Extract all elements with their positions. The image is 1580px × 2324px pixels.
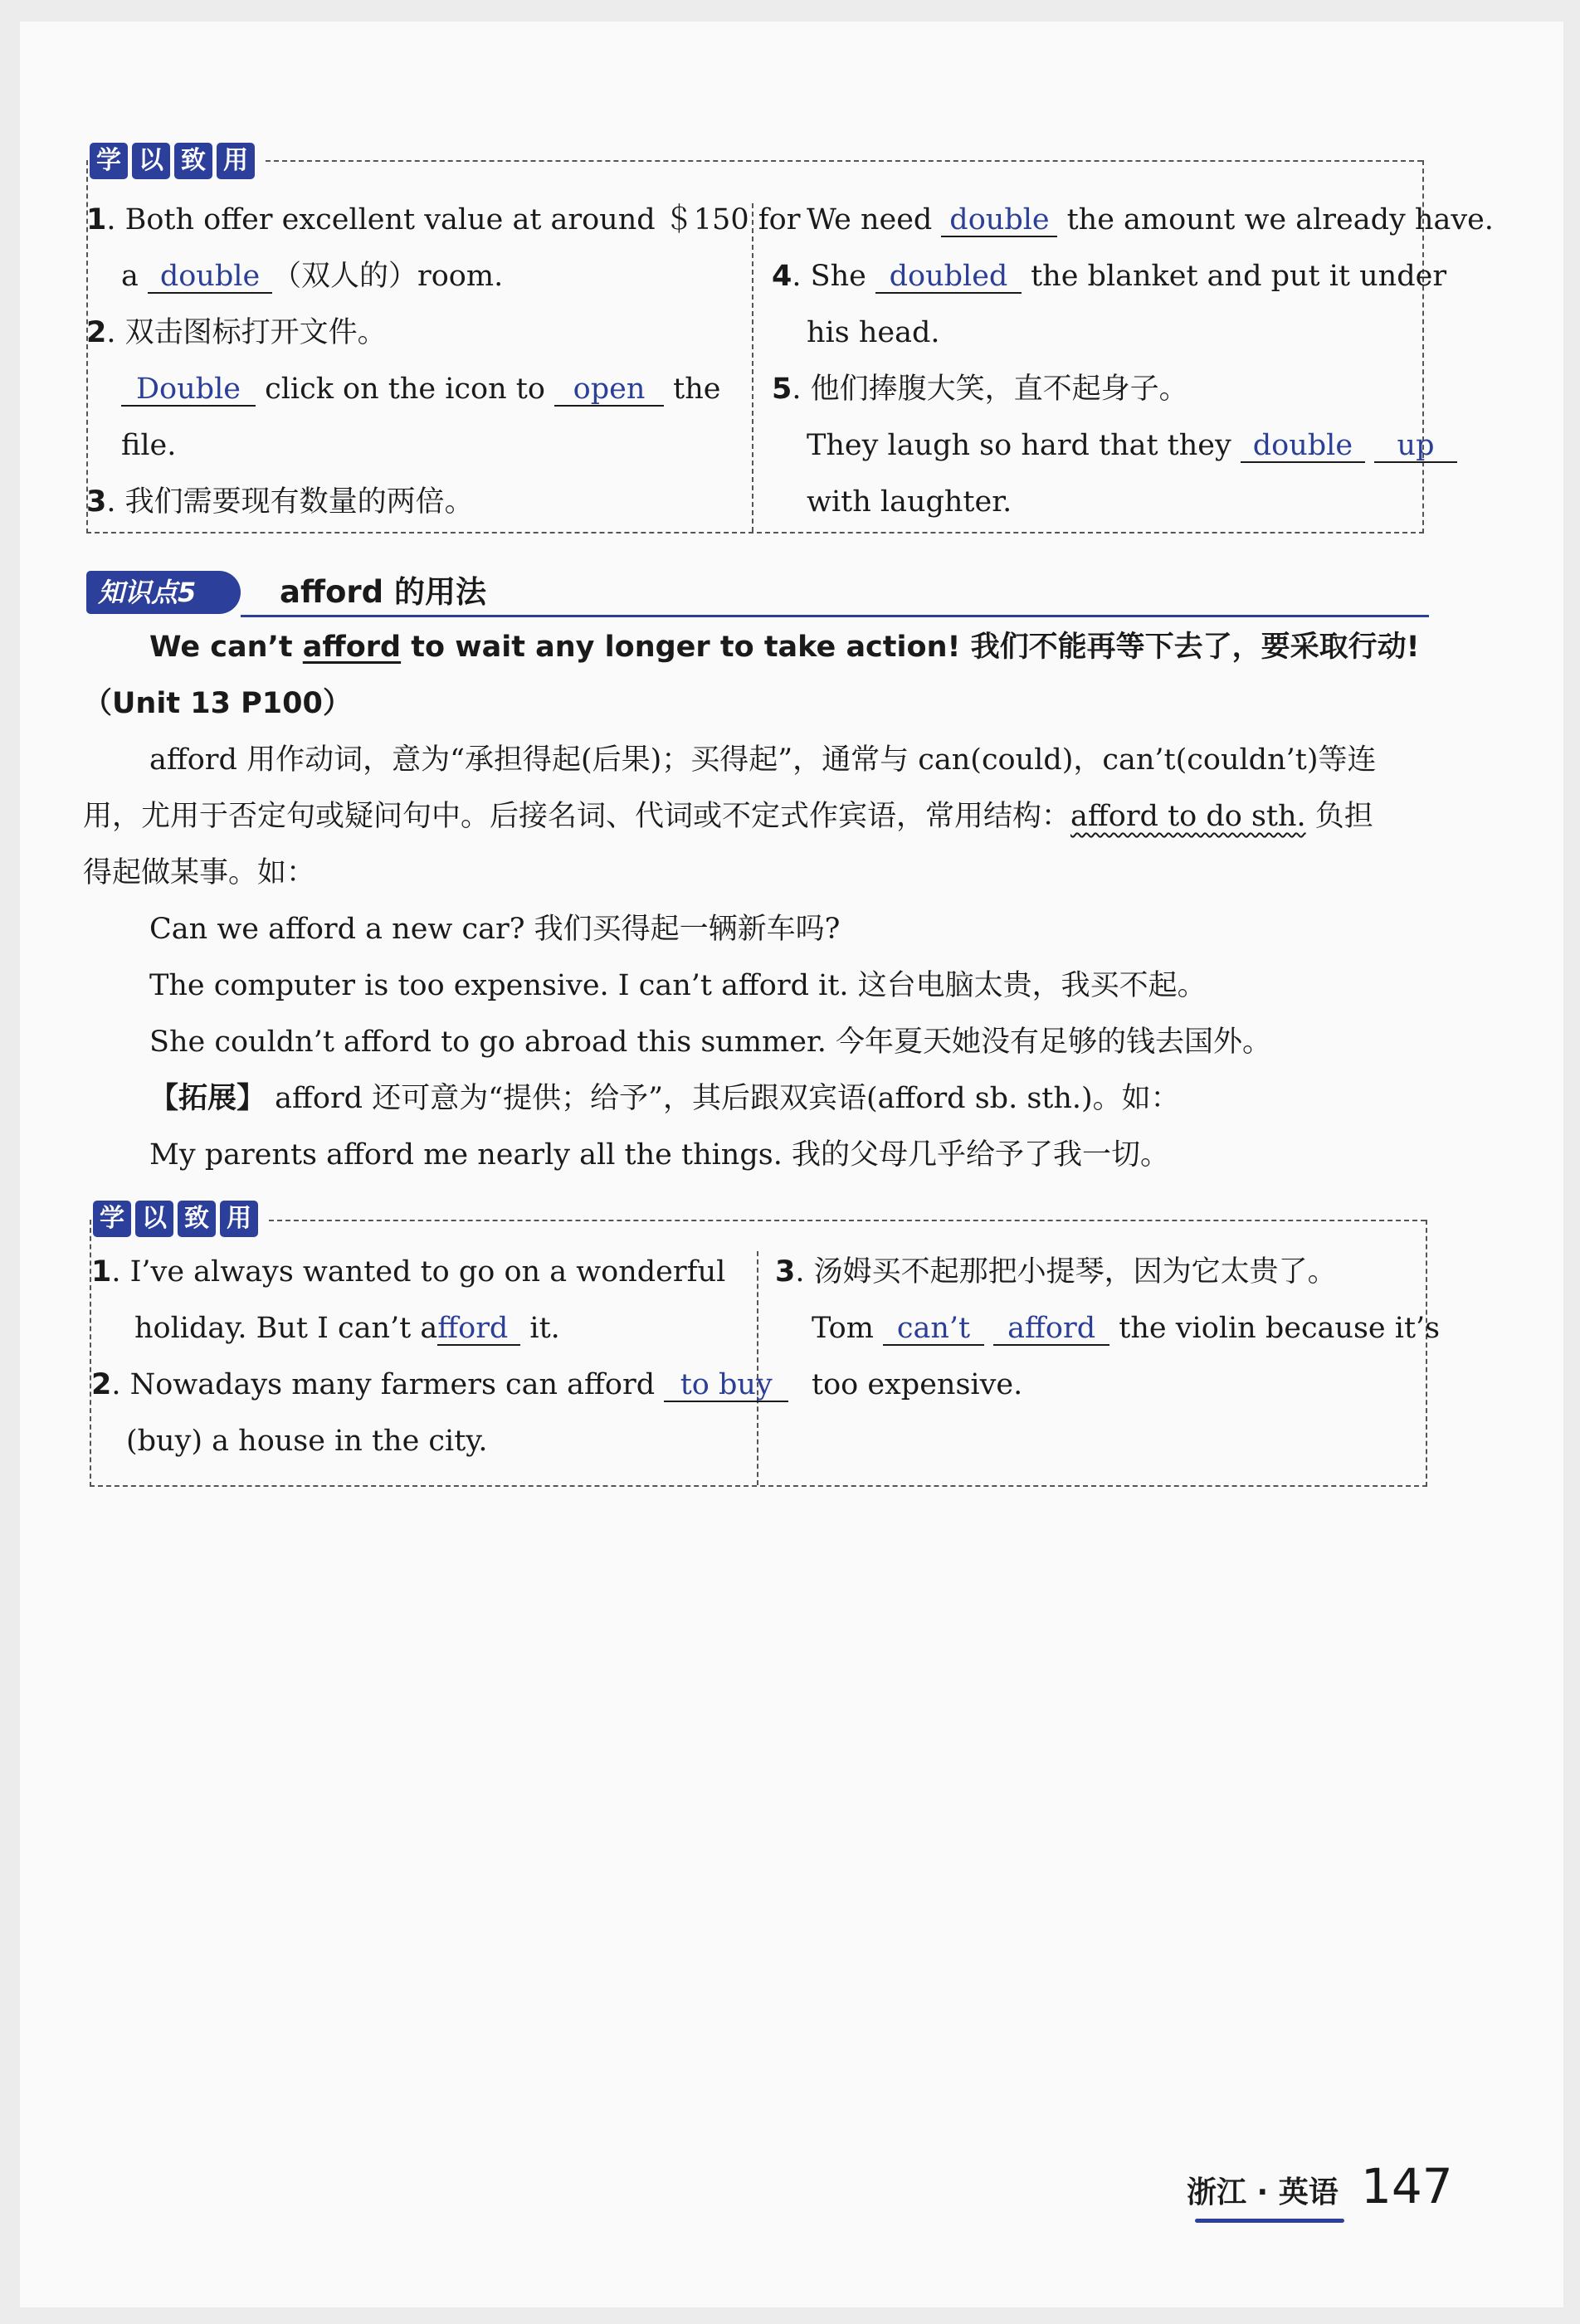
answer-blank: Double [121, 373, 256, 407]
answer-blank: afford [993, 1313, 1109, 1346]
box-top-border [269, 1220, 1426, 1221]
page-number: 147 [1361, 2158, 1453, 2214]
tag-char: 用 [220, 1201, 258, 1237]
tag-char: 用 [217, 143, 255, 179]
question-2: 2. 双击图标打开文件。 [86, 316, 387, 349]
tag-char: 以 [132, 143, 170, 179]
footer-underline [1195, 2219, 1344, 2223]
tag-char: 致 [178, 1201, 216, 1237]
source-ref: （Unit 13 P100） [83, 687, 352, 720]
question-2-line2: Double click on the icon to open the [121, 370, 721, 408]
answer-blank: open [554, 373, 664, 407]
question-5-line2: They laugh so hard that they double up [807, 426, 1457, 465]
answer-blank: double [148, 261, 272, 294]
knowledge-badge: 知识点5 [86, 571, 241, 614]
answer-blank: double [941, 204, 1057, 237]
question-3: 3. 我们需要现有数量的两倍。 [86, 485, 474, 519]
explanation-line2: 用，尤用于否定句或疑问句中。后接名词、代词或不定式作宾语，常用结构：afford to do sth. 负担 [83, 800, 1373, 833]
question-1-line2: a double （双人的）room. [121, 260, 504, 293]
question-3-line2: Tom can’t afford the violin because it’s [812, 1312, 1441, 1345]
question-4: 4. She doubled the blanket and put it under [772, 260, 1447, 293]
extension: 【拓展】 afford 还可意为“提供；给予”，其后跟双宾语(afford sb. sth.)。如： [149, 1082, 1180, 1115]
explanation-line1: afford 用作动词，意为“承担得起(后果)；买得起”，通常与 can(could)，can’t(couldn’t)等连 [149, 743, 1377, 777]
question-2-line2: (buy) a house in the city. [126, 1425, 488, 1458]
answer-blank: can’t [883, 1313, 984, 1346]
footer-label: 浙江 · 英语 [1187, 2175, 1339, 2210]
tag-char: 致 [174, 143, 212, 179]
question-3: 3. 汤姆买不起那把小提琴，因为它太贵了。 [775, 1255, 1337, 1289]
question-3-line3: too expensive. [812, 1368, 1023, 1401]
tag-char: 以 [135, 1201, 173, 1237]
question-4-line2: his head. [807, 316, 940, 349]
answer-blank: double [1241, 430, 1365, 463]
question-5-line3: with laughter. [807, 485, 1012, 519]
example-2: The computer is too expensive. I can’t afford it. 这台电脑太贵，我买不起。 [149, 969, 1207, 1002]
explanation-line3: 得起做某事。如： [83, 856, 316, 889]
question-1: 1. I’ve always wanted to go on a wonderful [91, 1255, 726, 1289]
column-divider [752, 203, 753, 532]
key-sentence: We can’t afford to wait any longer to take action! 我们不能再等下去了，要采取行动! [149, 631, 1420, 664]
title-rule [241, 615, 1429, 617]
question-2: 2. Nowadays many farmers can afford to buy [91, 1366, 788, 1404]
answer-blank: doubled [875, 261, 1022, 294]
tag-char: 学 [93, 1201, 131, 1237]
question-1-line2: holiday. But I can’t afford it. [134, 1312, 560, 1345]
knowledge-title: afford 的用法 [280, 574, 486, 610]
answer-blank: fford [437, 1313, 520, 1346]
example-3: She couldn’t afford to go abroad this summer. 今年夏天她没有足够的钱去国外。 [149, 1026, 1272, 1059]
answer-blank: to buy [664, 1369, 788, 1402]
question-2-line3: file. [121, 429, 177, 462]
box-top-border [266, 160, 1422, 162]
question-1: 1. Both offer excellent value at around ＄150 for [86, 203, 801, 236]
example-1: Can we afford a new car? 我们买得起一辆新车吗? [149, 913, 841, 946]
tag-char: 学 [90, 143, 128, 179]
answer-blank: up [1374, 430, 1457, 463]
question-3-line2: We need double the amount we already have. [807, 203, 1494, 236]
question-5: 5. 他们捧腹大笑，直不起身子。 [772, 373, 1188, 406]
example-4: My parents afford me nearly all the things. 我的父母几乎给予了我一切。 [149, 1138, 1169, 1172]
